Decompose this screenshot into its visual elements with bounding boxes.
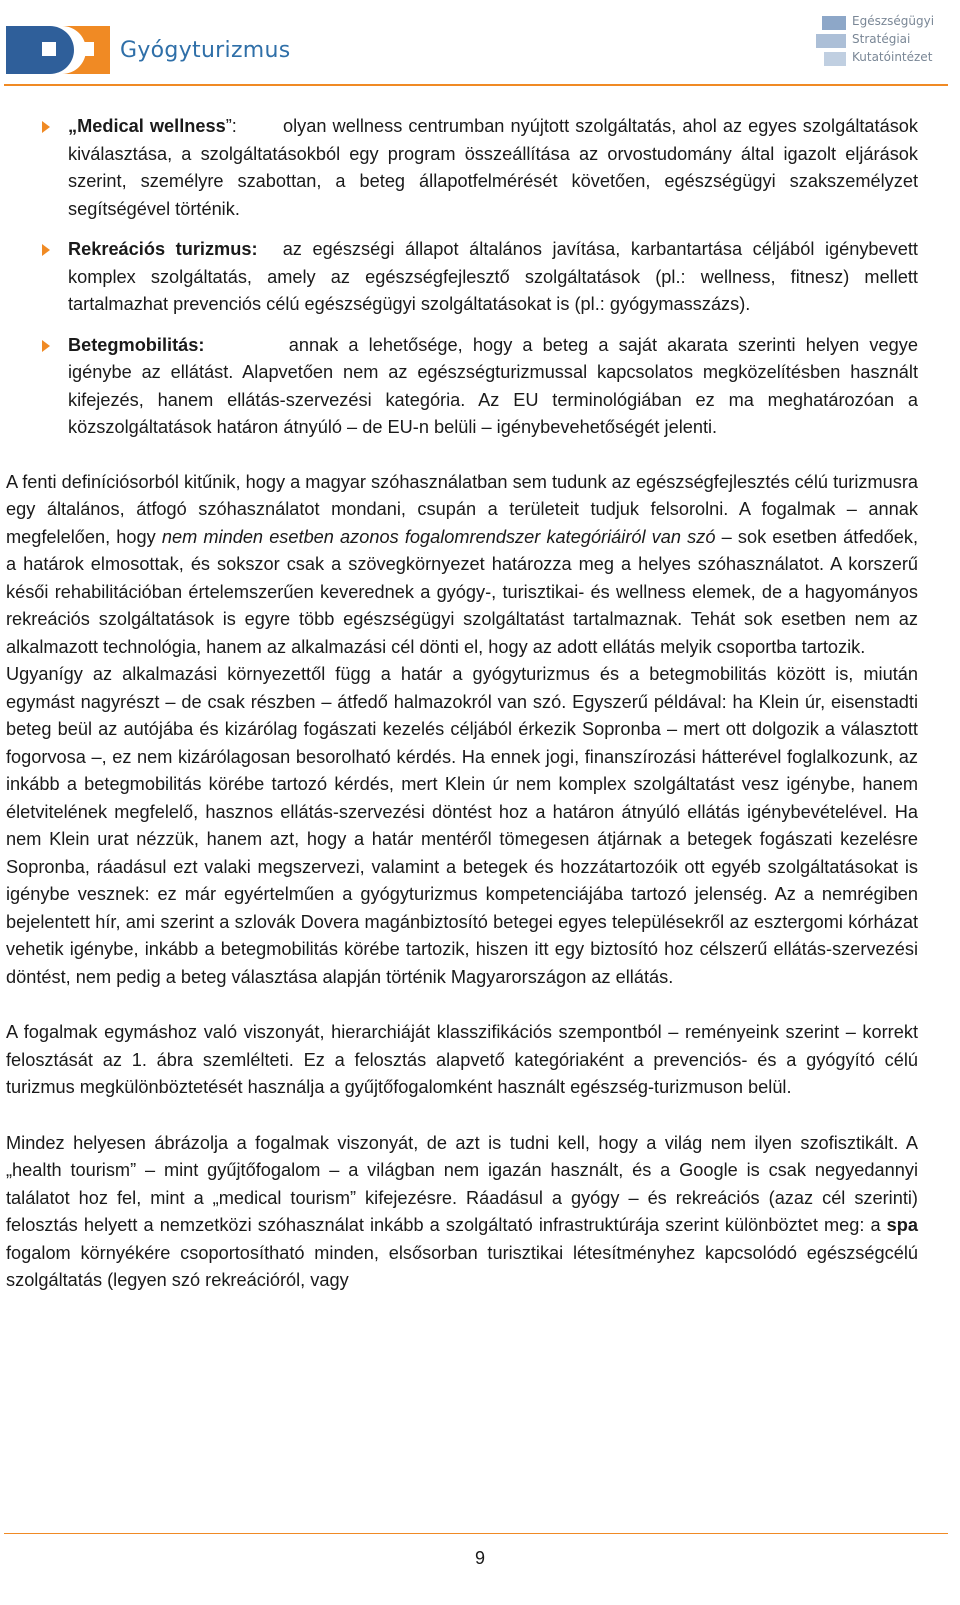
definition-term-suffix: ”: bbox=[225, 116, 237, 136]
emphasis-text: nem minden esetben azonos fogalomrendszer kategóriáiról van szó bbox=[161, 526, 716, 547]
definition-text: az egészségi állapot általános javítása, karbantartása céljából igénybevett komplex szolgáltatás, amely az egészségfejlesztő szolgáltatások (pl.: wellness, fitnesz) mellett tartalmazhat prevenciós célú egészségügyi szolgáltatásokat is (pl.: gyógymasszázs). bbox=[68, 239, 918, 314]
definition-term: Betegmobilitás: bbox=[68, 334, 205, 355]
definition-term: „Medical wellness bbox=[68, 116, 226, 136]
institute-line-1: Egészségügyi bbox=[852, 14, 935, 28]
footer-divider bbox=[4, 1533, 948, 1534]
page-number: 9 bbox=[474, 1548, 485, 1568]
body-paragraph: A fogalmak egymáshoz való viszonyát, hierarchiáját klasszifikációs szempontból – reményeink szerint – korrekt felosztását az 1. ábra szemlélteti. Ez a felosztás alapvető kategóriaként a prevenciós- és a gyógyító célú turizmus megkülönböztetését használja a gyűjtőfogalomként használt egészség-turizmuson belül. bbox=[6, 1022, 918, 1097]
definition-term: Rekreációs turizmus: bbox=[68, 239, 258, 259]
body-paragraph: A fenti definíciósorból kitűnik, hogy a magyar szóhasználatban sem tudunk az egészségfejlesztés célú turizmusra egy általános, átfogó szóhasználatot mondani, csupán a területeit tudjuk felsorolni. A fogalmak – annak megfelelően, hogy nem minden esetben azonos fogalomrendszer kategóriáiról van szó – sok esetben átfedőek, a határok elmosottak, és sokszor csak a szövegkörnyezet határozza meg a helyes szóhasználatot. A korszerű késői rehabilitációban értelemszerűen keverednek a gyógy-, turisztikai- és wellness elemek, de a hagyományos rekreációs szolgáltatások is egyre több egészségügyi szolgáltatást tartalmaznak. Tehát sok esetben nem az alkalmazott technológia, hanem az alkalmazási cél dönti el, hogy az adott ellátás melyik csoportba tartozik. bbox=[6, 471, 918, 657]
page-header bbox=[0, 0, 960, 86]
brand-title: Gyógyturizmus bbox=[120, 38, 291, 63]
definition-text: olyan wellness centrumban nyújtott szolgáltatás, ahol az egyes szolgáltatások kiválasztása, a szolgáltatásokból egy program összeállítása az orvostudomány által igazolt eljárások szerint, személyre szabottan, a beteg állapotfelmérését követően, egészségügyi szakszemélyzet segítségével történik. bbox=[68, 116, 918, 219]
institute-emblem-icon bbox=[812, 12, 852, 68]
institute-line-3: Kutatóintézet bbox=[852, 50, 933, 64]
definition-text: annak a lehetősége, hogy a beteg a saját akarata szerinti helyen vegye igénybe az ellátást. Alapvetően nem az egészségturizmussal kapcsolatos megközelítésben használt kifejezés, hanem ellátás-szervezési kategória. Az EU terminológiában ez ma meghatározóan a közszolgáltatások határon átnyúló – de EU-n belüli – igénybevehetőségét jelenti. bbox=[68, 334, 918, 437]
bullet-arrow-icon bbox=[42, 121, 50, 133]
bullet-arrow-icon bbox=[42, 244, 50, 256]
bullet-arrow-icon bbox=[42, 340, 50, 352]
bold-term: spa bbox=[886, 1215, 918, 1235]
header-divider bbox=[4, 84, 948, 86]
body-paragraph: Mindez helyesen ábrázolja a fogalmak viszonyát, de azt is tudni kell, hogy a világ nem ilyen szofisztikált. A „health tourism” – mint gyűjtőfogalom – a világban nem igazán használt, és a Google is csak negyedannyi találatot hoz fel, mint a „medical tourism” kifejezésre. Ráadásul a gyógy – és rekreációs (azaz cél szerinti) felosztás helyett a nemzetközi szóhasználat inkább a szolgáltató infrastruktúrája szerint különböztet meg: a spa fogalom környékére csoportosítható minden, elsősorban turisztikai létesítményhez kapcsolódó egészségcélú szolgáltatás (legyen szó rekreációról, vagy bbox=[6, 1132, 918, 1290]
document-body bbox=[6, 113, 918, 1295]
institute-line-2: Stratégiai bbox=[852, 32, 911, 46]
institute-logo bbox=[812, 10, 952, 72]
definition-item bbox=[6, 113, 918, 223]
definition-item bbox=[6, 236, 918, 319]
definition-item bbox=[6, 332, 918, 442]
organization-logo bbox=[6, 24, 110, 76]
body-paragraph: Ugyanígy az alkalmazási környezettől függ a határ a gyógyturizmus és a betegmobilitás között is, miután egymást nagyrészt – de csak részben – átfedő halmazokról van szó. Egyszerű példával: ha Klein úr, eisenstadti beteg beül az autójába és kizárólag fogászati kezelés céljából érkezik Sopronba – mert ott dolgozik a választott fogorvosa –, ez nem kizárólagosan besorolható kérdés. Ha ennek jogi, finanszírozási hátterével foglalkozunk, az inkább a betegmobilitás körébe tartozó kérdés, mert Klein úr nem komplex szolgáltatást vesz igénybe, hanem életvitelének megfelelő, hasznos ellátás-szervezési döntést hoz a határon átnyúló ellátás igénybevételével. Ha nem Klein urat nézzük, hanem azt, hogy a határ mentéről tömegesen átjárnak a betegek fogászati kezelésre Sopronba, ráadásul ezt valaki megszervezi, valamint a betegek és hozzátartozóik ott egyéb szolgáltatásokat is igénybe vesznek: ez már egyértelműen a gyógyturizmus kompetenciájába tartozó jelenség. Az a nemrégiben bejelentett hír, ami szerint a szlovák Dovera magánbiztosító betegei egyes településekről az esztergomi kórházat vehetik igénybe, inkább a betegmobilitás körébe tartozik, hiszen itt egy biztosító hoz célszerű ellátás-szervezési döntést, nem pedig a beteg választása alapján történik Magyarországon az ellátás. bbox=[6, 664, 918, 987]
